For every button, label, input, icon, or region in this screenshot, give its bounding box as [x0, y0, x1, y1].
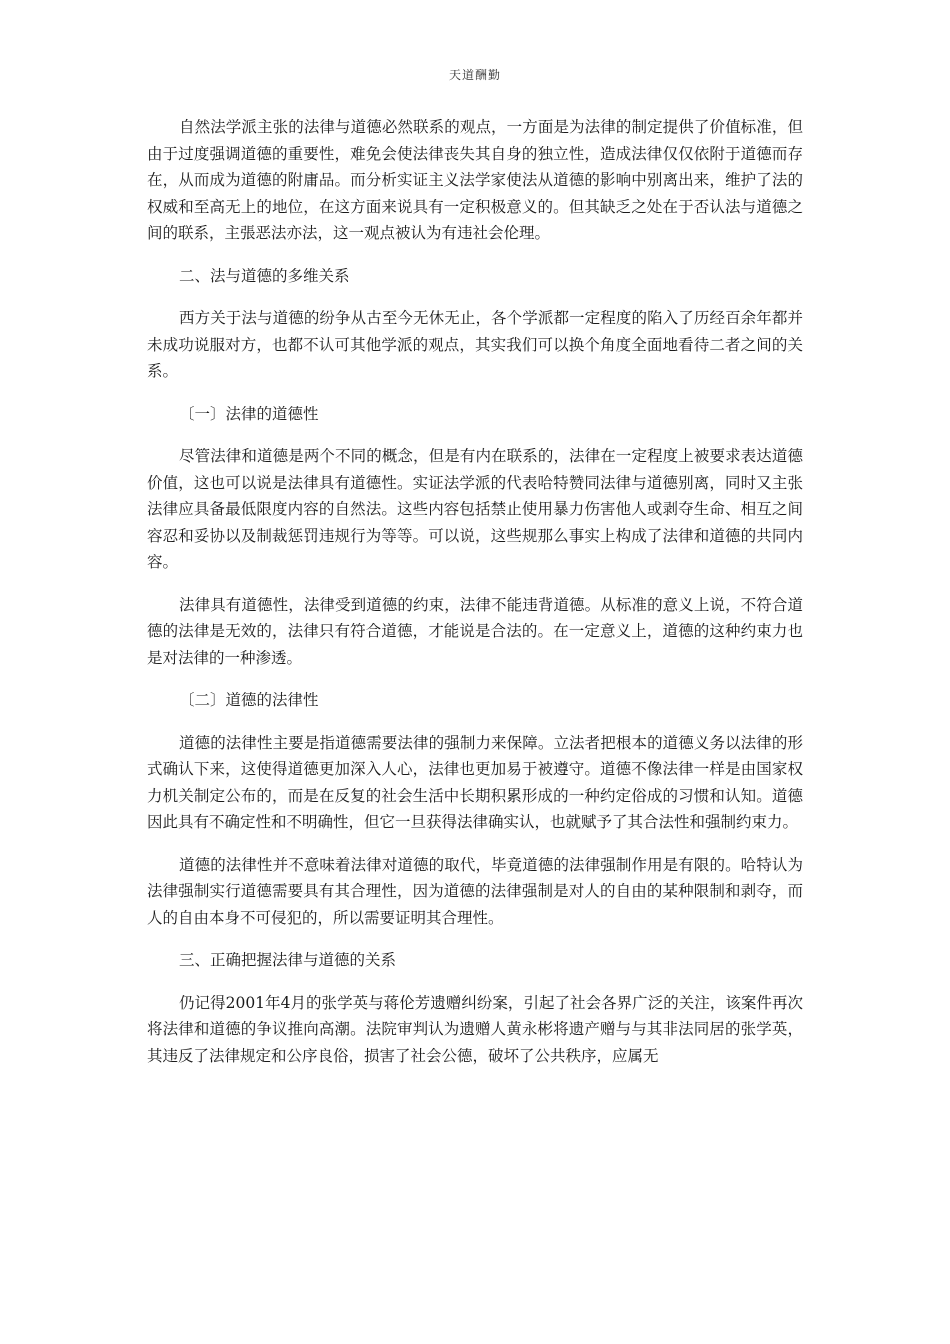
subsection-heading-2-2: 〔二〕道德的法律性: [179, 691, 319, 709]
paragraph-law-morality: 尽管法律和道德是两个不同的概念，但是有内在联系的，法律在一定程度上被要求表达道德价值，这也可以说是法律具有道德性。实证法学派的代表哈特赞同法律与道德别离，同时又主张法律应具备最低限度内容的自然法。这些内容包括禁止使用暴力伤害他人或剥夺生命、相互之间容忍和妥协以及制裁惩罚违规行为等等。可以说，这些规那么事实上构成了法律和道德的共同内容。: [147, 447, 803, 571]
paragraph-case-study: 仍记得2001年4月的张学英与蒋伦芳遗赠纠纷案，引起了社会各界广泛的关注，该案件再次将法律和道德的争议推向高潮。法院审判认为遗赠人黄永彬将遗产赠与与其非法同居的张学英，其违反了法律规定和公序良俗，损害了社会公德，破坏了公共秩序，应属无: [147, 993, 803, 1065]
section-heading-3: 三、正确把握法律与道德的关系: [179, 951, 397, 969]
subsection-heading-2-1: 〔一〕法律的道德性: [179, 404, 319, 423]
paragraph-morality-legality: 道德的法律性主要是指道德需要法律的强制力来保障。立法者把根本的道德义务以法律的形式确认下来，这使得道德更加深入人心，法律也更加易于被遵守。道德不像法律一样是由国家权力机关制定公布的，而是在反复的社会生活中长期积累形成的一种约定俗成的习惯和认知。道德因此具有不确定性和不明确性，但它一旦获得法律确实认，也就赋予了其合法性和强制约束力。: [147, 733, 803, 831]
paragraph-natural-law: 自然法学派主张的法律与道德必然联系的观点，一方面是为法律的制定提供了价值标准，但由于过度强调道德的重要性，难免会使法律丧失其自身的独立性，造成法律仅仅依附于道德而存在，从而成为道德的附庸品。而分析实证主义法学家使法从道德的影响中别离出来，维护了法的权威和至高无上的地位，在这方面来说具有一定积极意义的。但其缺乏之处在于否认法与道德之间的联系，主張恶法亦法，这一观点被认为有违社会伦理。: [147, 118, 803, 242]
paragraph-hart-view: 道德的法律性并不意味着法律对道德的取代，毕竟道德的法律强制作用是有限的。哈特认为法律强制实行道德需要具有其合理性，因为道德的法律强制是对人的自由的某种限制和剥夺，而人的自由本身不可侵犯的，所以需要证明其合理性。: [147, 855, 803, 927]
paragraph-law-constraint: 法律具有道德性，法律受到道德的约束，法律不能违背道德。从标准的意义上说，不符合道德的法律是无效的，法律只有符合道德，才能说是合法的。在一定意义上，道德的这种约束力也是对法律的一种渗透。: [147, 595, 803, 667]
page-header: 天道酬勤: [448, 68, 501, 82]
paragraph-western-debate: 西方关于法与道德的纷争从古至今无休无止，各个学派都一定程度的陷入了历经百余年都并未成功说服对方，也都不认可其他学派的观点，其实我们可以换个角度全面地看待二者之间的关系。: [147, 309, 803, 380]
document-body: [147, 114, 803, 1085]
section-heading-2: 二、法与道德的多维关系: [179, 266, 350, 285]
